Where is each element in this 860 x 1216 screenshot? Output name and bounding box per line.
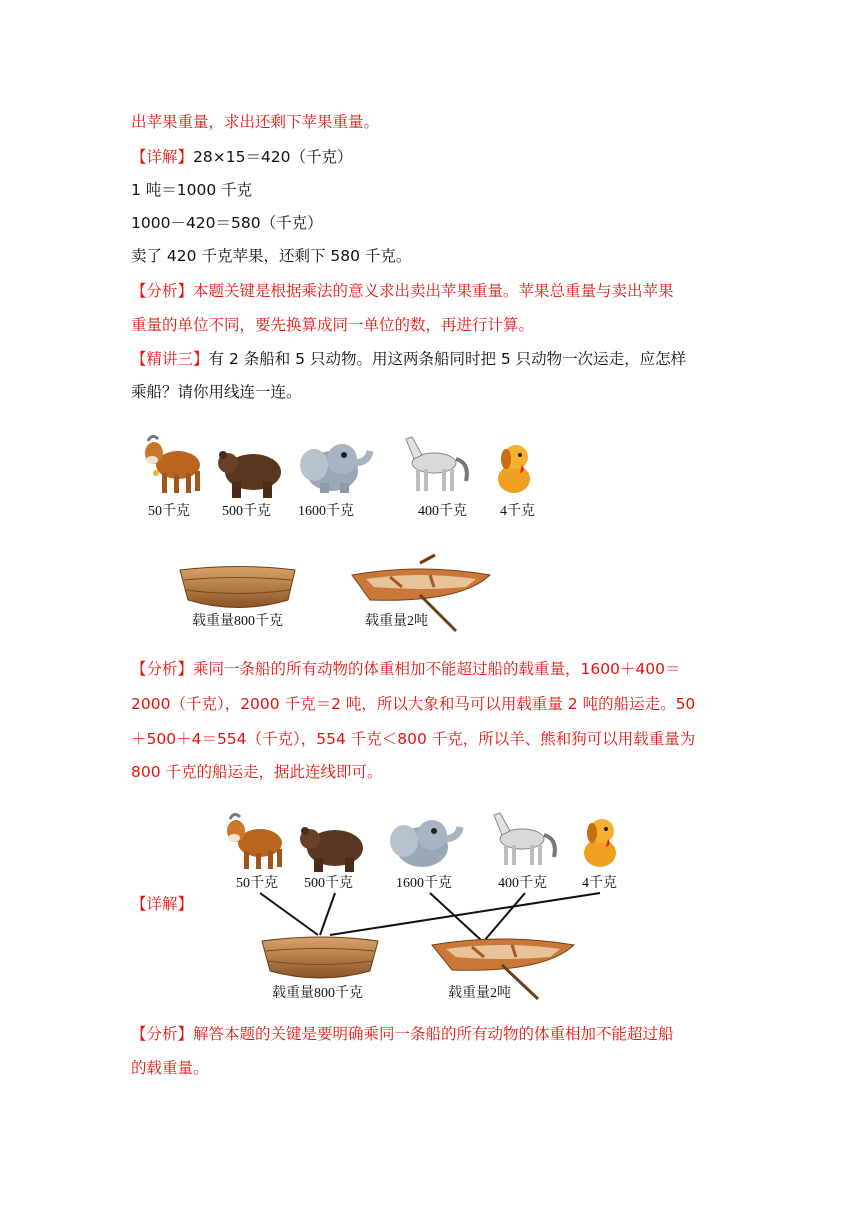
connecting-lines bbox=[260, 893, 600, 941]
bear-icon bbox=[218, 451, 281, 498]
animal-weight-label: 400千克 bbox=[498, 876, 547, 891]
text-line-2 bbox=[131, 145, 353, 169]
goat-icon bbox=[227, 814, 282, 869]
elephant-icon bbox=[300, 444, 370, 493]
elephant-icon bbox=[390, 820, 460, 867]
question-text: 有 2 条船和 5 只动物。用这两条船同时把 5 只动物一次运走，应怎样 bbox=[208, 350, 687, 368]
answer-figure bbox=[210, 805, 630, 1005]
text-line-5: 卖了 420 千克苹果，还剩下 580 千克。 bbox=[131, 247, 412, 265]
goat-icon bbox=[145, 436, 200, 493]
section-tag: 【精讲三】 bbox=[131, 350, 209, 368]
basket-boat-icon bbox=[180, 567, 295, 608]
text-line-3: 1 吨＝1000 千克 bbox=[131, 181, 253, 199]
text-line-11: 2000（千克），2000 千克＝2 吨，所以大象和马可以用载重量 2 吨的船运走。50 bbox=[131, 695, 696, 713]
boat-capacity-label: 载重量800千克 bbox=[272, 986, 363, 1001]
text-line-10: 【分析】乘同一条船的所有动物的体重相加不能超过船的载重量，1600＋400＝ bbox=[131, 660, 681, 678]
text-line-12: ＋500＋4＝554（千克），554 千克＜800 千克，所以羊、熊和狗可以用载重量为 bbox=[131, 730, 696, 748]
animal-weight-label: 4千克 bbox=[582, 876, 617, 891]
text-line-8 bbox=[131, 347, 686, 371]
text-line-13: 800 千克的船运走，据此连线即可。 bbox=[131, 763, 383, 781]
text-line-15: 【分析】解答本题的关键是要明确乘同一条船的所有动物的体重相加不能超过船 bbox=[131, 1025, 674, 1043]
animal-weight-label: 1600千克 bbox=[396, 876, 452, 891]
animal-weight-label: 1600千克 bbox=[298, 504, 354, 519]
text-line-14: 【详解】 bbox=[131, 895, 194, 913]
dog-icon bbox=[584, 819, 616, 867]
animal-weight-label: 500千克 bbox=[304, 876, 353, 891]
boat-capacity-label: 载重量2吨 bbox=[448, 986, 511, 1001]
text-line-4: 1000－420＝580（千克） bbox=[131, 214, 323, 232]
text-line-9: 乘船？请你用线连一连。 bbox=[131, 383, 302, 401]
equation-text: 28×15＝420（千克） bbox=[193, 148, 353, 166]
bear-icon bbox=[300, 827, 363, 872]
question-figure bbox=[130, 425, 535, 640]
dog-icon bbox=[498, 445, 530, 493]
animal-weight-label: 50千克 bbox=[148, 504, 190, 519]
text-line-6: 【分析】本题关键是根据乘法的意义求出卖出苹果重量。苹果总重量与卖出苹果 bbox=[131, 282, 674, 300]
text-line-16: 的载重量。 bbox=[131, 1059, 209, 1077]
horse-icon bbox=[494, 813, 555, 865]
animal-weight-label: 500千克 bbox=[222, 504, 271, 519]
detail-tag: 【详解】 bbox=[131, 148, 194, 166]
animal-weight-label: 50千克 bbox=[236, 876, 278, 891]
boat-capacity-label: 载重量2吨 bbox=[365, 614, 428, 629]
boat-capacity-label: 载重量800千克 bbox=[192, 614, 283, 629]
text-line-7: 重量的单位不同，要先换算成同一单位的数，再进行计算。 bbox=[131, 316, 535, 334]
animal-weight-label: 4千克 bbox=[500, 504, 535, 519]
horse-icon bbox=[406, 437, 467, 491]
text-line-1: 出苹果重量，求出还剩下苹果重量。 bbox=[131, 113, 380, 131]
animal-weight-label: 400千克 bbox=[418, 504, 467, 519]
basket-boat-icon bbox=[262, 937, 378, 978]
